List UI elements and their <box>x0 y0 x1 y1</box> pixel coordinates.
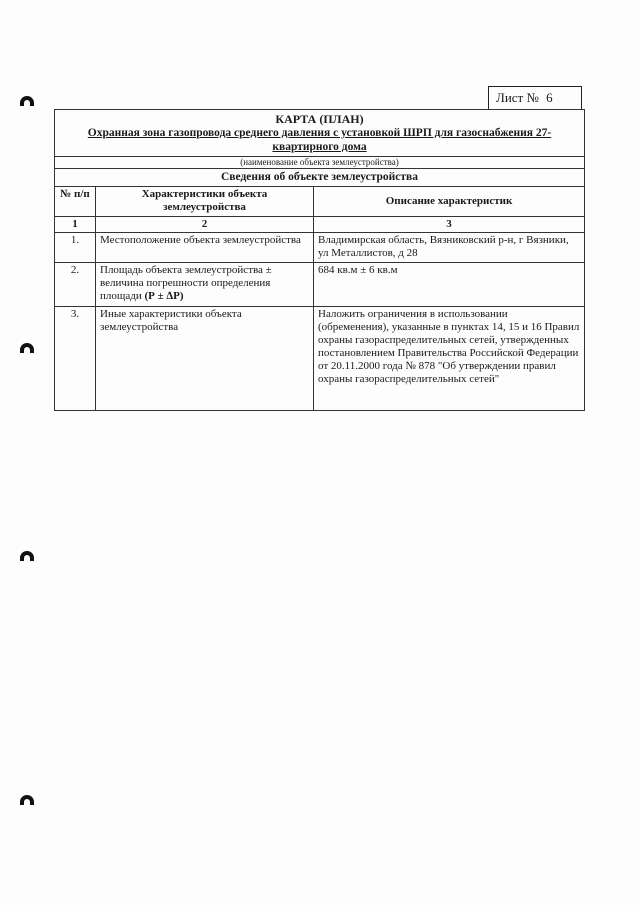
table-row <box>55 263 585 307</box>
object-caption: (наименование объекта землеустройства) <box>55 157 585 169</box>
punch-hole-mark <box>20 343 34 353</box>
column-index: 3 <box>314 217 585 233</box>
title-row <box>55 110 585 157</box>
row-description: Владимирская область, Вязниковский р-н, г Вязники, ул Металлистов, д 28 <box>314 233 585 263</box>
punch-hole-mark <box>20 795 34 805</box>
column-index: 1 <box>55 217 96 233</box>
header-description: Описание характеристик <box>314 187 585 217</box>
land-object-table <box>54 109 585 411</box>
sheet-number-box <box>488 86 582 110</box>
column-index: 2 <box>96 217 314 233</box>
punch-hole-mark <box>20 96 34 106</box>
title-cell <box>55 110 585 157</box>
row-characteristic: Иные характеристики объекта землеустройства <box>96 307 314 411</box>
header-num: № п/п <box>55 187 96 217</box>
area-formula: (Р ± ∆Р) <box>144 290 184 302</box>
row-number: 1. <box>55 233 96 263</box>
sheet-number: 6 <box>546 90 553 105</box>
row-number: 3. <box>55 307 96 411</box>
table-row <box>55 307 585 411</box>
section-title: Сведения об объекте землеустройства <box>55 169 585 187</box>
map-title: КАРТА (ПЛАН) <box>275 112 364 126</box>
section-row <box>55 169 585 187</box>
row-characteristic: Площадь объекта землеустройства ± величина погрешности определения площади <box>100 264 272 302</box>
punch-hole-mark <box>20 551 34 561</box>
caption-row <box>55 157 585 169</box>
sheet-label: Лист № <box>496 90 539 105</box>
row-characteristic: Местоположение объекта землеустройства <box>96 233 314 263</box>
object-name: Охранная зона газопровода среднего давления с установкой ШРП для газоснабжения 27-квартирного дома <box>87 127 552 153</box>
header-row <box>55 187 585 217</box>
row-description: Наложить ограничения в использовании (обременения), указанные в пунктах 14, 15 и 16 Правил охраны газораспределительных сетей, утвержденных постановлением Правительства Российской Федерации от 20.11.2000 года № 878 "Об утверждении правил охраны газораспределительных сетей" <box>314 307 585 411</box>
header-characteristic: Характеристики объекта землеустройства <box>96 187 314 217</box>
table-row <box>55 233 585 263</box>
row-number: 2. <box>55 263 96 307</box>
row-characteristic-cell <box>96 263 314 307</box>
row-description: 684 кв.м ± 6 кв.м <box>314 263 585 307</box>
column-index-row <box>55 217 585 233</box>
